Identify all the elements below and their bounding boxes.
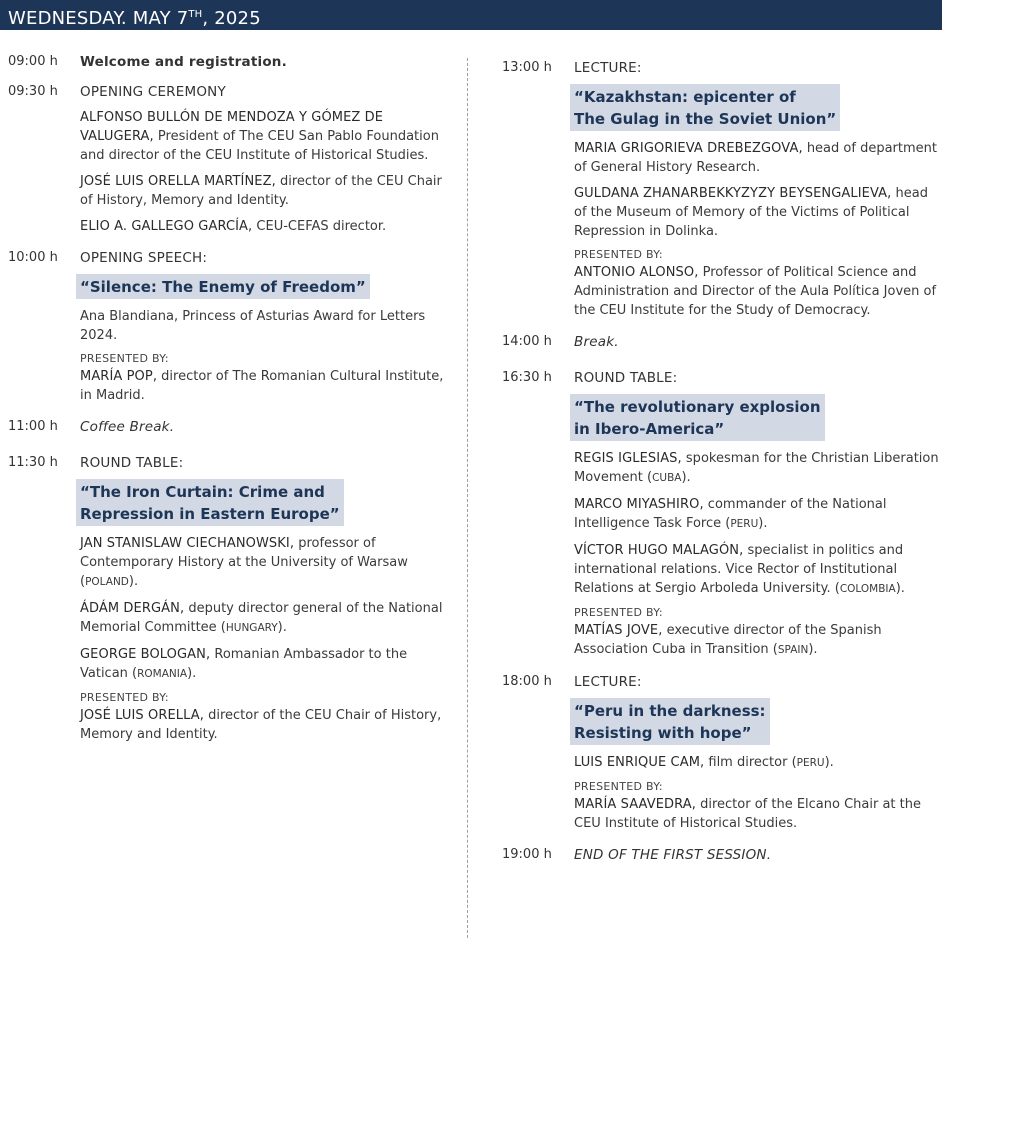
presented-by-label: PRESENTED BY: <box>574 780 663 793</box>
slot-time: 09:00 h <box>8 54 58 69</box>
speaker-country: SPAIN <box>777 644 809 656</box>
speaker-name: MARIA GRIGORIEVA DREBEZGOVA, <box>574 141 803 156</box>
speaker <box>80 367 448 405</box>
speaker-name: ELIO A. GALLEGO GARCÍA, <box>80 219 253 234</box>
page-header <box>0 0 942 30</box>
speaker-desc: specialist in politics and international relations. Vice Rector of Institutional Relations at Sergio Arboleda University. ( <box>574 543 904 596</box>
slot-1000 <box>8 250 448 405</box>
speaker-desc: executive director of the Spanish Association Cuba in Transition ( <box>574 623 882 657</box>
slot-time: 18:00 h <box>502 674 552 689</box>
speaker <box>80 645 448 684</box>
presented-by-label: PRESENTED BY: <box>574 606 663 619</box>
speaker-name: MATÍAS JOVE, <box>574 623 663 638</box>
speaker-country: PERU <box>796 757 825 769</box>
slot-title: LECTURE: <box>574 674 642 690</box>
slot-time: 09:30 h <box>8 84 58 99</box>
speaker-desc-end: ). <box>277 620 287 635</box>
speaker <box>574 263 942 320</box>
slot-time: 16:30 h <box>502 370 552 385</box>
slot-0930 <box>8 84 448 236</box>
slot-1100 <box>8 419 448 435</box>
speaker-desc-end: ). <box>824 755 834 770</box>
speaker-desc: head of the Museum of Memory of the Victims of Political Repression in Dolinka. <box>574 186 928 239</box>
talk-title-line1: “The revolutionary explosion <box>574 398 821 416</box>
slot-time: 11:30 h <box>8 455 58 470</box>
slot-title: Coffee Break. <box>80 419 175 435</box>
speaker-desc: director of the CEU Chair of History, Memory and Identity. <box>80 708 442 742</box>
speaker <box>574 449 942 488</box>
slot-0900 <box>8 54 448 70</box>
speaker-desc: President of The CEU San Pablo Foundation and director of the CEU Institute of Historical Studies. <box>80 129 439 163</box>
speaker-country: POLAND <box>85 576 129 588</box>
slot-title: ROUND TABLE: <box>80 455 184 471</box>
speaker-name: MARÍA SAAVEDRA, <box>574 797 696 812</box>
slot-time: 19:00 h <box>502 847 552 862</box>
speaker-desc-end: ). <box>187 666 197 681</box>
speaker <box>80 108 448 165</box>
speaker <box>574 139 942 177</box>
slot-1630 <box>502 370 942 660</box>
speaker-desc: director of the Elcano Chair at the CEU Institute of Historical Studies. <box>574 797 921 831</box>
speaker-country: PERU <box>730 518 759 530</box>
right-column <box>502 60 942 863</box>
speaker-country: HUNGARY <box>225 622 278 634</box>
speaker-desc: commander of the National Intelligence Task Force ( <box>574 497 887 531</box>
speaker-name: ÁDÁM DERGÁN, <box>80 601 185 616</box>
presented-by-label: PRESENTED BY: <box>574 248 663 261</box>
speaker-name: GEORGE BOLOGAN, <box>80 647 211 662</box>
talk-title <box>76 479 344 526</box>
slot-title: END OF THE FIRST SESSION. <box>574 847 772 863</box>
speaker-desc-end: ). <box>128 574 139 589</box>
slot-title: OPENING CEREMONY <box>80 84 226 100</box>
talk-title <box>570 84 840 131</box>
header-date-suffix: TH <box>188 9 203 20</box>
speaker-desc: Professor of Political Science and Administration and Director of the Aula Política Joven of the CEU Institute for the Study of Democracy. <box>574 265 937 318</box>
speaker-country: COLOMBIA <box>839 583 896 595</box>
speaker-name: MARCO MIYASHIRO, <box>574 497 704 512</box>
speaker-desc: spokesman for the Christian Liberation Movement ( <box>574 451 939 485</box>
slot-time: 13:00 h <box>502 60 552 75</box>
speaker-name: MARÍA POP, <box>80 369 158 384</box>
speaker: Ana Blandiana, Princess of Asturias Award for Letters 2024. <box>80 309 426 343</box>
speaker-name: REGIS IGLESIAS, <box>574 451 682 466</box>
speaker <box>574 541 942 599</box>
slot-1900 <box>502 847 942 863</box>
speaker <box>574 753 942 773</box>
speaker <box>80 599 448 638</box>
speaker <box>80 706 448 744</box>
talk-title-line2: Repression in Eastern Europe” <box>80 505 340 523</box>
speaker-desc-end: ). <box>681 470 691 485</box>
speaker <box>574 795 942 833</box>
speaker <box>80 534 448 592</box>
header-year: , 2025 <box>202 8 261 29</box>
slot-1400 <box>502 334 942 350</box>
speaker <box>80 172 448 210</box>
slot-1300 <box>502 60 942 320</box>
speaker-name: ANTONIO ALONSO, <box>574 265 699 280</box>
speaker <box>574 495 942 534</box>
slot-1130 <box>8 455 448 744</box>
talk-title: “Silence: The Enemy of Freedom” <box>76 274 370 299</box>
talk-title <box>570 394 825 441</box>
speaker-name: VÍCTOR HUGO MALAGÓN, <box>574 543 744 558</box>
speaker-desc: professor of Contemporary History at the University of Warsaw ( <box>80 536 408 589</box>
speaker <box>80 217 448 236</box>
speaker-desc: deputy director general of the National Memorial Committee ( <box>80 601 443 635</box>
speaker-name: GULDANA ZHANARBEKKYZYZY BEYSENGALIEVA, <box>574 186 892 201</box>
presented-by-label: PRESENTED BY: <box>80 352 169 365</box>
talk-title-line2: in Ibero-America” <box>574 420 725 438</box>
slot-title: OPENING SPEECH: <box>80 250 208 266</box>
presented-by-label: PRESENTED BY: <box>80 691 169 704</box>
talk-title <box>570 698 770 745</box>
slot-time: 14:00 h <box>502 334 552 349</box>
left-column <box>8 54 448 751</box>
talk-title-line2: Resisting with hope” <box>574 724 752 742</box>
speaker-desc: director of the CEU Chair of History, Memory and Identity. <box>80 174 442 208</box>
speaker-name: ALFONSO BULLÓN DE MENDOZA Y GÓMEZ DE VALUGERA, <box>80 110 384 144</box>
speaker-name: JOSÉ LUIS ORELLA MARTÍNEZ, <box>80 174 276 189</box>
speaker-name: JOSÉ LUIS ORELLA, <box>80 708 204 723</box>
speaker-desc: CEU-CEFAS director. <box>252 219 387 234</box>
speaker-desc: director of The Romanian Cultural Institute, in Madrid. <box>80 369 444 403</box>
speaker-desc: film director ( <box>704 755 797 770</box>
speaker-desc-end: ). <box>758 516 768 531</box>
slot-title: Break. <box>574 334 619 350</box>
speaker-country: CUBA <box>652 472 682 484</box>
header-date: WEDNESDAY. MAY 7 <box>8 8 189 29</box>
speaker-name: LUIS ENRIQUE CAM, <box>574 755 705 770</box>
slot-time: 10:00 h <box>8 250 58 265</box>
speaker <box>574 184 942 241</box>
speaker-desc-end: ). <box>808 642 818 657</box>
column-divider <box>467 58 468 938</box>
slot-title: ROUND TABLE: <box>574 370 678 386</box>
slot-title: Welcome and registration. <box>80 54 287 70</box>
speaker-name: JAN STANISLAW CIECHANOWSKI, <box>80 536 295 551</box>
speaker <box>574 621 942 660</box>
talk-title-line1: “Peru in the darkness: <box>574 702 766 720</box>
speaker-desc: head of department of General History Research. <box>574 141 937 175</box>
speaker-desc: Romanian Ambassador to the Vatican ( <box>80 647 408 681</box>
slot-1800 <box>502 674 942 833</box>
talk-title-line1: “The Iron Curtain: Crime and <box>80 483 325 501</box>
talk-title-line1: “Kazakhstan: epicenter of <box>574 88 796 106</box>
talk-title-line2: The Gulag in the Soviet Union” <box>574 110 837 128</box>
speaker-country: ROMANIA <box>137 668 188 680</box>
slot-title: LECTURE: <box>574 60 642 76</box>
speaker-desc-end: ). <box>895 581 905 596</box>
slot-time: 11:00 h <box>8 419 58 434</box>
